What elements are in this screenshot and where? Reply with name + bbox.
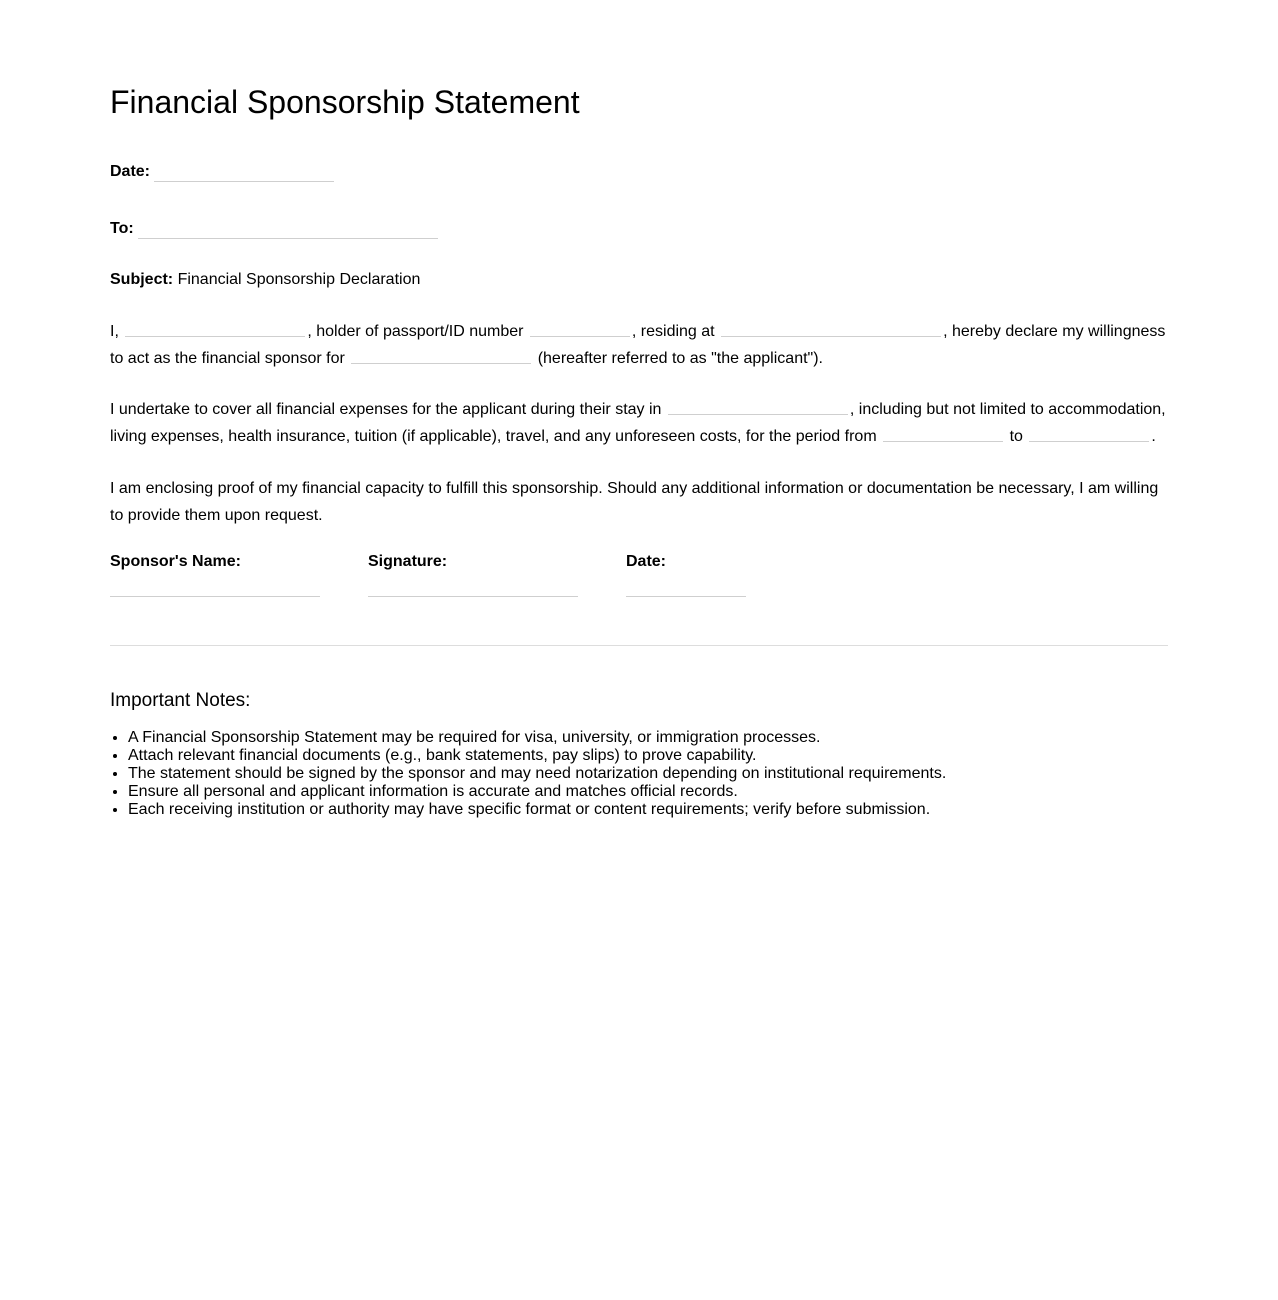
to-field-row — [110, 219, 438, 239]
passport-number-blank[interactable] — [530, 322, 630, 337]
para1-text-1: I, — [110, 323, 119, 340]
signature-line[interactable] — [368, 596, 578, 597]
undertaking-paragraph — [110, 396, 1170, 450]
date-field-row — [110, 162, 334, 182]
para1-text-2: , holder of passport/ID number — [307, 323, 524, 340]
period-to-blank[interactable] — [1029, 427, 1149, 442]
list-item: • A Financial Sponsorship Statement may be required for visa, university, or immigration processes. — [128, 729, 946, 747]
section-divider — [110, 645, 1168, 646]
sponsor-name-line[interactable] — [110, 596, 320, 597]
declaration-paragraph — [110, 318, 1170, 372]
subject-row — [110, 270, 420, 290]
list-item: • Ensure all personal and applicant information is accurate and matches official records. — [128, 783, 946, 801]
para1-text-4: , hereby declare my willingness to act as the financial sponsor for — [110, 323, 1166, 367]
signature-date-label: Date: — [626, 553, 667, 570]
date-label: Date: — [110, 163, 151, 180]
para2-text-2: , including but not limited to accommodation, living expenses, health insurance, tuition (if applicable), travel, and any unforeseen costs, for the period from — [110, 401, 1166, 445]
para2-text-1: I undertake to cover all financial expenses for the applicant during their stay in — [110, 401, 662, 418]
to-blank[interactable] — [138, 220, 438, 239]
sponsor-name-blank[interactable] — [125, 322, 305, 337]
address-blank[interactable] — [721, 322, 941, 337]
to-label: To: — [110, 220, 134, 237]
applicant-name-blank[interactable] — [351, 349, 531, 364]
signature-date-line[interactable] — [626, 596, 746, 597]
period-from-blank[interactable] — [883, 427, 1003, 442]
para1-text-3: , residing at — [631, 323, 715, 340]
country-blank[interactable] — [668, 400, 848, 415]
para2-text-4: . — [1151, 428, 1156, 445]
sponsor-name-label: Sponsor's Name: — [110, 553, 241, 570]
signature-column — [368, 552, 447, 572]
signature-date-column — [626, 552, 666, 572]
para2-text-3: to — [1009, 428, 1023, 445]
subject-value: Financial Sponsorship Declaration — [177, 271, 421, 288]
signature-label: Signature: — [368, 553, 448, 570]
subject-label: Subject: — [110, 271, 174, 288]
page-title: Financial Sponsorship Statement — [110, 84, 580, 120]
notes-title: Important Notes: — [110, 690, 251, 711]
list-item: • Attach relevant financial documents (e.g., bank statements, pay slips) to prove capability. — [128, 747, 946, 765]
date-blank[interactable] — [154, 163, 334, 182]
list-item: • The statement should be signed by the sponsor and may need notarization depending on institutional requirements. — [128, 765, 946, 783]
notes-list — [110, 729, 946, 819]
enclosure-paragraph: I am enclosing proof of my financial capacity to fulfill this sponsorship. Should any additional information or documentation be necessary, I am willing to provide them upon request. — [110, 480, 1159, 524]
sponsor-name-column — [110, 552, 241, 572]
list-item: • Each receiving institution or authority may have specific format or content requirements; verify before submission. — [128, 801, 946, 819]
para1-text-5: (hereafter referred to as "the applicant"). — [537, 350, 823, 367]
